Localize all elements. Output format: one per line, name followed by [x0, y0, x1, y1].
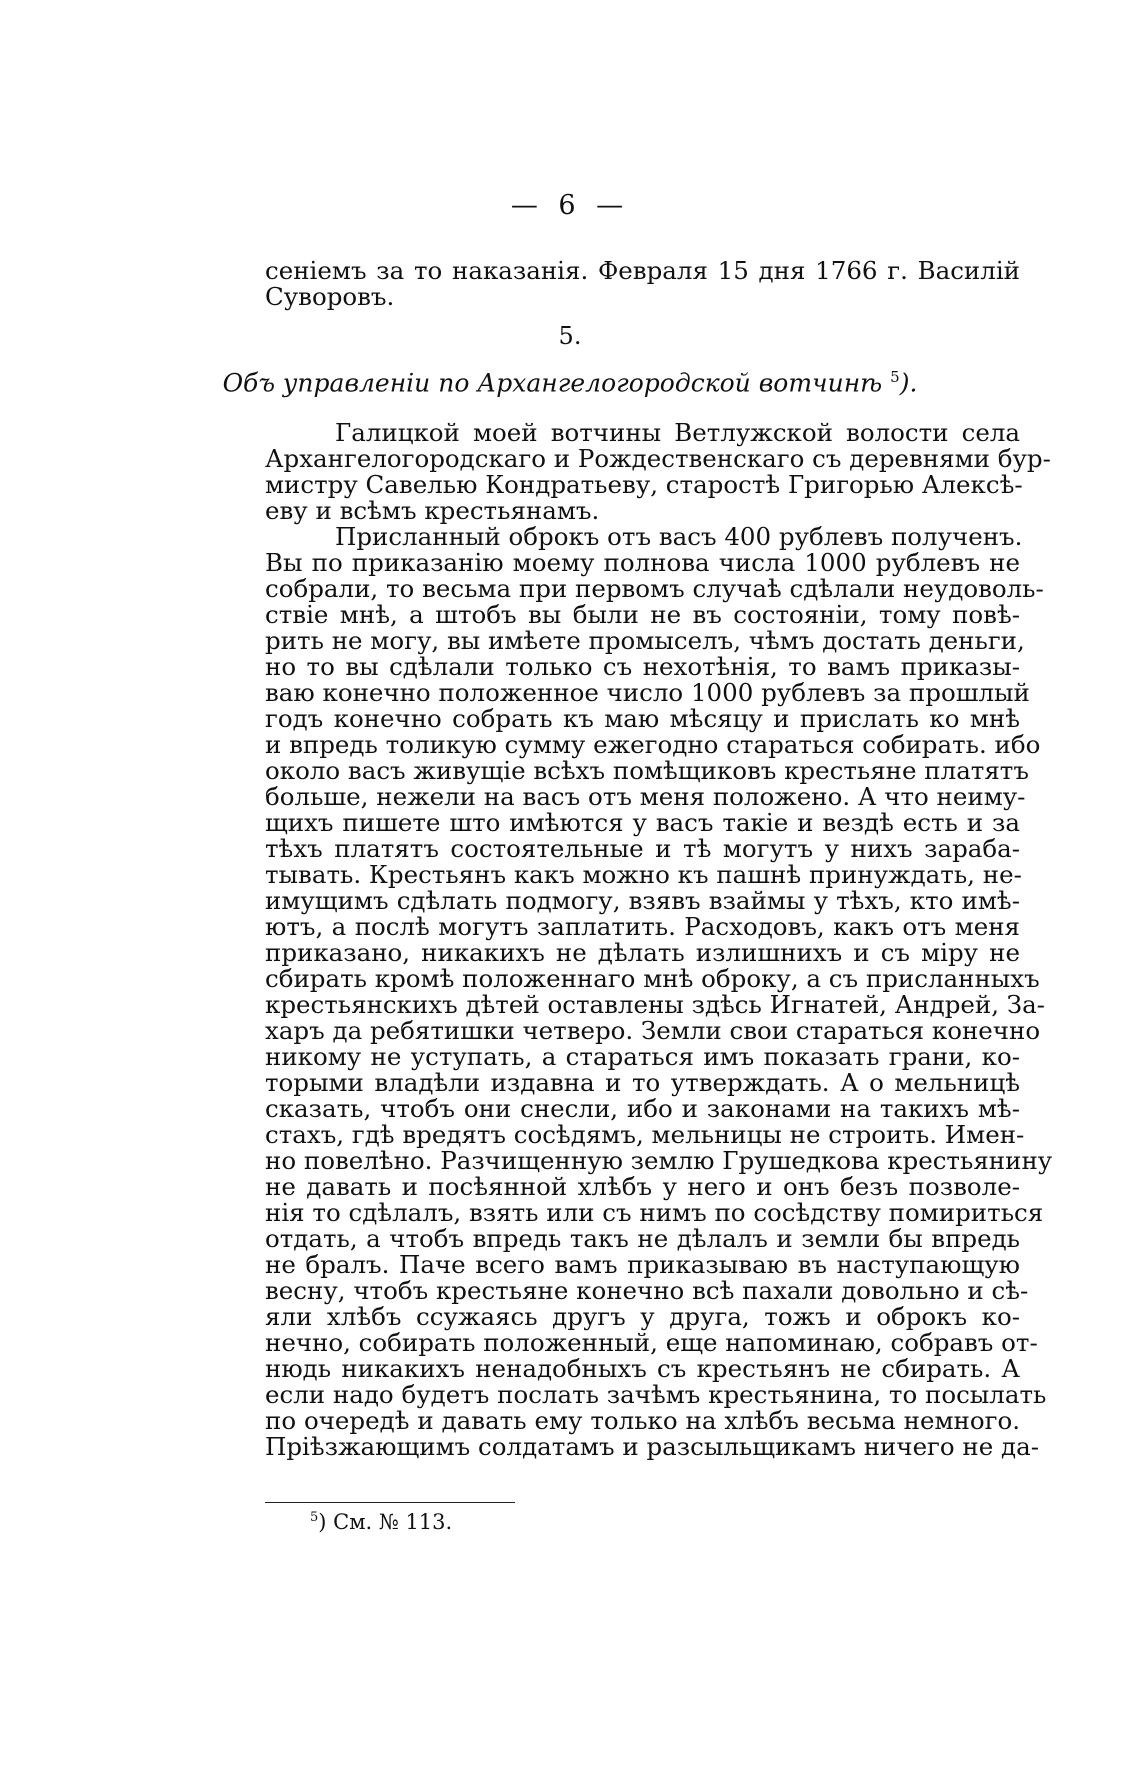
continuation-paragraph	[265, 258, 1020, 310]
body-line: крестьянскихъ дѣтей оставлены здѣсь Игнатей, Андрей, За-	[265, 990, 1045, 1019]
body-line: имущимъ сдѣлать подмогу, взявъ взаймы у тѣхъ, кто имѣ-	[265, 886, 1020, 915]
footnote-text: ) См. № 113.	[318, 1510, 453, 1534]
body-line: нечно, собирать положенный, еще напоминаю, собравъ от-	[265, 1328, 1038, 1357]
body-line: приказано, никакихъ не дѣлать излишнихъ и съ міру не	[265, 938, 1020, 967]
body-line: около васъ живущіе всѣхъ помѣщиковъ крестьяне платятъ	[265, 756, 1029, 785]
body-line: сбирать кромѣ положеннаго мнѣ оброку, а съ присланныхъ	[265, 964, 1040, 993]
body-line: весну, чтобъ крестьяне конечно всѣ пахали довольно и сѣ-	[265, 1276, 1029, 1305]
footnote-separator	[265, 1502, 515, 1503]
body-line: нія то сдѣлалъ, взять или съ нимъ по сосѣдству помириться	[265, 1198, 1044, 1227]
footnote-reference: 5	[890, 368, 900, 386]
address-line: Архангелогородскаго и Рождественскаго съ деревнями бур-	[265, 444, 1051, 473]
body-line: но повелѣно. Разчищенную землю Грушедкова крестьянину	[265, 1146, 1053, 1175]
body-line: Присланный оброкъ отъ васъ 400 рублевъ полученъ.	[335, 522, 1023, 551]
body-line: ствіе мнѣ, а штобъ вы были не въ состояніи, тому повѣ-	[265, 600, 1020, 629]
body-line: Вы по приказанію моему полнова числа 1000 рублевъ не	[265, 548, 1020, 577]
body-line: никому не уступать, а стараться имъ показать грани, ко-	[265, 1042, 1020, 1071]
body-line: щихъ пишете што имѣются у васъ такіе и вездѣ есть и за	[265, 808, 1020, 837]
body-line: и впредь толикую сумму ежегодно стараться собирать. ибо	[265, 730, 1041, 759]
document-title: Объ управленіи по Архангелогородской вотчинѣ $^5$).	[222, 368, 918, 398]
footnote	[310, 1510, 452, 1534]
body-line: не давать и посѣянной хлѣбъ у него и онъ безъ позволе-	[265, 1172, 1020, 1201]
footnote-mark: 5	[310, 1510, 319, 1525]
body-line: собрали, то весьма при первомъ случаѣ сдѣлали неудоволь-	[265, 574, 1044, 603]
body-line: стахъ, гдѣ вредятъ сосѣдямъ, мельницы не строить. Имен-	[265, 1120, 1025, 1149]
body-line: харъ да ребятишки четверо. Земли свои стараться конечно	[265, 1016, 1041, 1045]
body-line: нюдь никакихъ ненадобныхъ съ крестьянъ не сбирать. А	[265, 1354, 1020, 1383]
body-line: если надо будетъ послать зачѣмъ крестьянина, то посылать	[265, 1380, 1047, 1409]
body-line: яли хлѣбъ ссужаясь другъ у друга, тожъ и оброкъ ко-	[265, 1302, 1020, 1331]
document-number: 5.	[558, 322, 582, 350]
letter-body	[265, 418, 1053, 1461]
body-line: ваю конечно положенное число 1000 рублевъ за прошлый	[265, 678, 1030, 707]
body-line: торыми владѣли издавна и то утверждать. А о мельницѣ	[265, 1068, 1020, 1097]
text-line: Суворовъ.	[265, 282, 395, 311]
body-line: годъ конечно собрать къ маю мѣсяцу и прислать ко мнѣ	[265, 704, 1020, 733]
body-line: тывать. Крестьянъ какъ можно къ пашнѣ принуждать, не-	[265, 860, 1022, 889]
body-line: ютъ, а послѣ могутъ заплатить. Расходовъ, какъ отъ меня	[265, 912, 1020, 941]
body-line: Пріѣзжающимъ солдатамъ и разсыльщикамъ ничего не да-	[265, 1432, 1040, 1461]
address-line: Галицкой моей вотчины Ветлужской волости села	[335, 418, 1020, 447]
document-title-text: Объ управленіи по Архангелогородской вотчинѣ	[222, 368, 883, 398]
text-line: сеніемъ за то наказанія. Февраля 15 дня 1766 г. Василій	[265, 256, 1020, 285]
address-line: мистру Савелью Кондратьеву, старостѣ Григорью Алексѣ-	[265, 470, 1023, 499]
body-line: рить не могу, вы имѣете промыселъ, чѣмъ достать деньги,	[265, 626, 1025, 655]
body-line: сказать, чтобъ они снесли, ибо и законами на такихъ мѣ-	[265, 1094, 1020, 1123]
body-line: тѣхъ платятъ состоятельные и тѣ могутъ у нихъ зараба-	[265, 834, 1020, 863]
body-line: отдать, а чтобъ впредь такъ не дѣлалъ и земли бы впредь	[265, 1224, 1020, 1253]
address-line: еву и всѣмъ крестьянамъ.	[265, 496, 600, 525]
body-line: по очередѣ и давать ему только на хлѣбъ весьма немного.	[265, 1406, 1020, 1435]
body-line: не бралъ. Паче всего вамъ приказываю въ наступающую	[265, 1250, 1020, 1279]
body-line: но то вы сдѣлали только съ нехотѣнія, то вамъ приказы-	[265, 652, 1020, 681]
body-line: больше, нежели на васъ отъ меня положено. А что неиму-	[265, 782, 1026, 811]
page-number: — 6 —	[510, 190, 630, 221]
